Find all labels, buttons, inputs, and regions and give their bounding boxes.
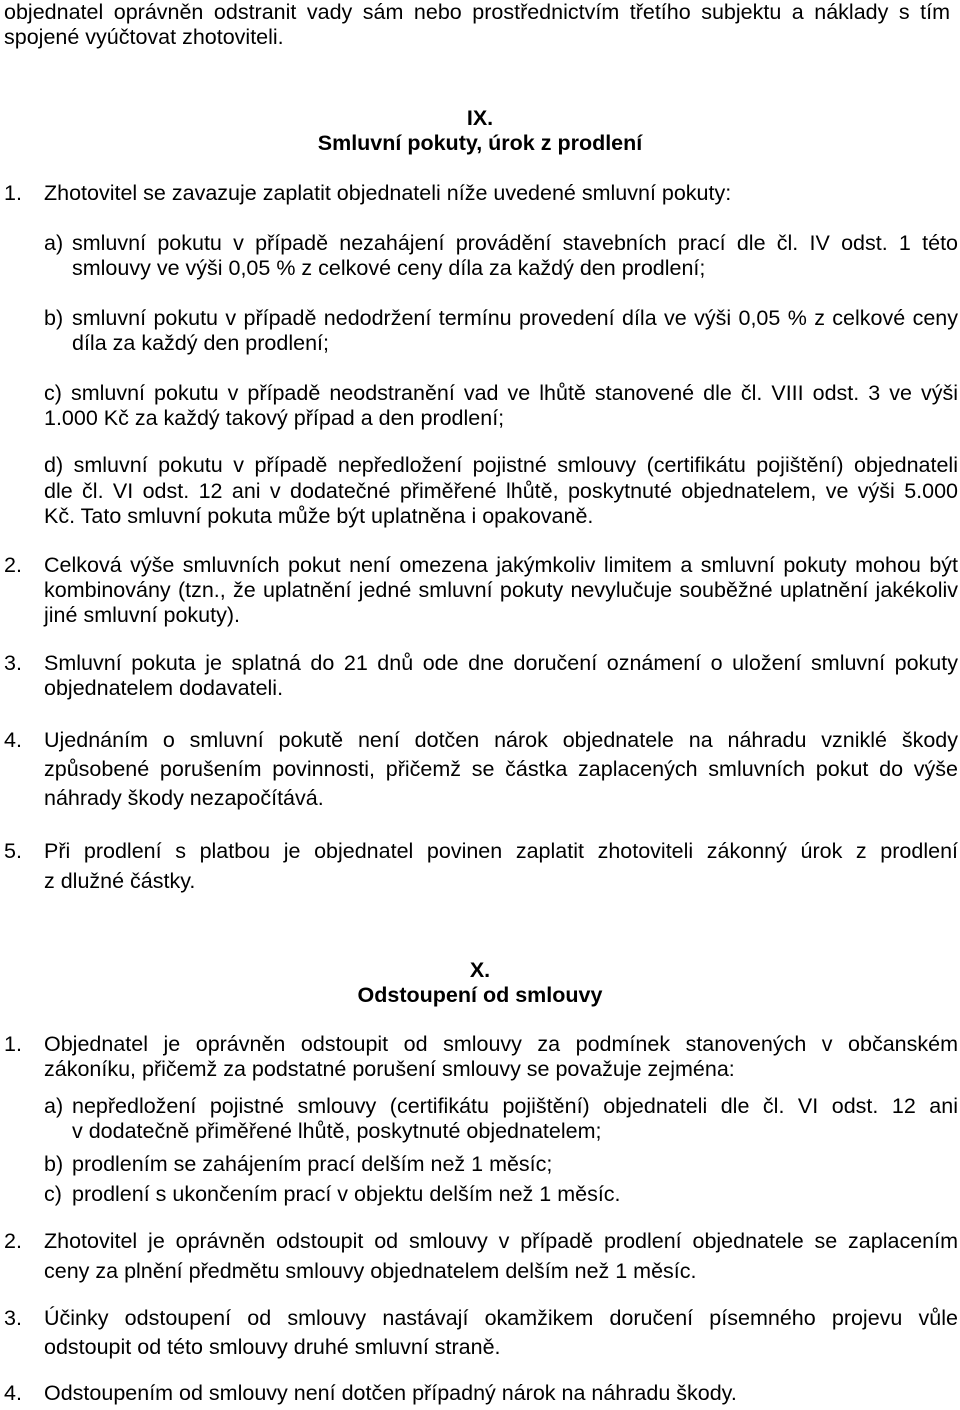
item-text-line: 1.000 Kč za každý takový případ a den prodlení; [44, 406, 505, 430]
clause-text-line: způsobené porušením povinnosti, přičemž se částka zaplacených smluvních pokut do výše [44, 757, 958, 781]
clause-number: 2. [4, 553, 22, 577]
clause-x-3 [4, 1304, 958, 1362]
clause-text-line: Zhotovitel je oprávněn odstoupit od smlouvy v případě prodlení objednatele se zaplacením [44, 1229, 958, 1253]
item-label: b) [44, 1152, 64, 1176]
item-text-line: Kč. Tato smluvní pokuta může být uplatněna i opakovaně. [44, 504, 594, 528]
item-text-line: smluvní pokutu v případě nezahájení provádění stavebních prací dle čl. IV odst. 1 této [72, 231, 958, 255]
item-label: c) [44, 1182, 62, 1206]
clause-ix-2 [4, 553, 958, 628]
item-text: smluvní pokutu v případě nepředložení pojistné smlouvy (certifikátu pojištění) objednateli [73, 453, 958, 477]
clause-ix-1-item-c [44, 381, 958, 431]
clause-text-line: kombinovány (tzn., že uplatnění jedné smluvní pokuty nevylučuje souběžné uplatnění jakékoliv [44, 578, 958, 602]
paragraph-line: spojené vyúčtovat zhotoviteli. [4, 25, 284, 49]
item-text-line: dle čl. VI odst. 12 ani v dodatečné přiměřené lhůtě, poskytnuté objednatelem, ve výši 5.000 [44, 478, 958, 503]
clause-text-line: Účinky odstoupení od smlouvy nastávají okamžikem doručení písemného projevu vůle [44, 1306, 958, 1330]
clause-number: 5. [4, 839, 22, 863]
clause-ix-1-item-a [44, 231, 958, 281]
item-first-line [44, 453, 958, 479]
clause-ix-5 [4, 836, 958, 896]
clause-number: 1. [4, 1032, 22, 1056]
item-label: b) [44, 306, 64, 330]
clause-text-line: objednatelem dodavateli. [44, 676, 284, 700]
section-title: Smluvní pokuty, úrok z prodlení [317, 131, 643, 155]
clause-number: 3. [4, 1306, 22, 1330]
section-title: Odstoupení od smlouvy [357, 983, 603, 1007]
clause-ix-1-item-d [44, 453, 958, 530]
item-text: smluvní pokutu v případě neodstranění vad ve lhůtě stanovené dle čl. VIII odst. 3 ve výši [70, 381, 958, 405]
clause-text-line: ceny za plnění předmětu smlouvy objednatelem delším než 1 měsíc. [44, 1259, 697, 1283]
clause-text-line: Celková výše smluvních pokut není omezena jakýmkoliv limitem a smluvní pokuty mohou být [44, 553, 958, 577]
section-heading-ix [0, 106, 960, 156]
clause-number: 4. [4, 1381, 22, 1405]
item-first-line [44, 381, 958, 406]
item-label: a) [44, 1094, 64, 1118]
clause-x-2 [4, 1226, 958, 1286]
clause-x-4 [4, 1381, 958, 1406]
item-text-line: smluvní pokutu v případě nedodržení termínu provedení díla ve výši 0,05 % z celkové ceny [72, 306, 958, 330]
clause-number: 3. [4, 651, 22, 675]
clause-text-line: Odstoupením od smlouvy není dotčen případný nárok na náhradu škody. [44, 1381, 737, 1405]
item-text-line: prodlení s ukončením prací v objektu delším než 1 měsíc. [72, 1182, 621, 1206]
clause-text-line: náhrady škody nezapočítává. [44, 786, 324, 810]
item-text-line: prodlením se zahájením prací delším než 1 měsíc; [72, 1152, 553, 1176]
item-text-line: v dodatečně přiměřené lhůtě, poskytnuté objednatelem; [72, 1119, 602, 1143]
clause-text-line: Při prodlení s platbou je objednatel povinen zaplatit zhotoviteli zákonný úrok z prodlení [44, 839, 958, 863]
clause-ix-4 [4, 726, 958, 813]
clause-text-line: Objednatel je oprávněn odstoupit od smlouvy za podmínek stanovených v občanském [44, 1032, 958, 1056]
clause-text-line: odstoupit od této smlouvy druhé smluvní straně. [44, 1335, 501, 1359]
clause-number: 4. [4, 728, 22, 752]
section-heading-x [0, 958, 960, 1008]
section-number: X. [469, 958, 491, 982]
item-label: a) [44, 231, 64, 255]
clause-number: 2. [4, 1229, 22, 1253]
clause-x-1-item-c [44, 1182, 958, 1207]
clause-ix-1-item-b [44, 306, 958, 356]
item-text-line: smlouvy ve výši 0,05 % z celkové ceny díla za každý den prodlení; [72, 256, 706, 280]
clause-text-line: Ujednáním o smluvní pokutě není dotčen nárok objednatele na náhradu vzniklé škody [44, 728, 958, 752]
clause-ix-3 [4, 651, 958, 701]
section-number: IX. [466, 106, 494, 130]
paragraph-line: objednatel oprávněn odstranit vady sám nebo prostřednictvím třetího subjektu a náklady s tím [4, 0, 950, 24]
clause-x-1 [4, 1032, 958, 1082]
clause-x-1-item-b [44, 1152, 958, 1177]
clause-x-1-item-a [44, 1094, 958, 1144]
continued-paragraph [4, 0, 950, 50]
item-text-line: nepředložení pojistné smlouvy (certifikátu pojištění) objednateli dle čl. VI odst. 12 ani [72, 1094, 958, 1118]
item-label: d) [44, 453, 64, 477]
item-text-line: díla za každý den prodlení; [72, 331, 329, 355]
clause-text-line: zákoníku, přičemž za podstatné porušení smlouvy se považuje zejména: [44, 1057, 735, 1081]
clause-text-line: z dlužné částky. [44, 869, 196, 893]
clause-ix-1 [4, 181, 958, 206]
clause-text-line: jiné smluvní pokuty). [44, 603, 240, 627]
clause-number: 1. [4, 181, 22, 205]
item-label: c) [44, 381, 62, 405]
clause-text-line: Smluvní pokuta je splatná do 21 dnů ode dne doručení oznámení o uložení smluvní pokuty [44, 651, 958, 675]
clause-text-line: Zhotovitel se zavazuje zaplatit objednateli níže uvedené smluvní pokuty: [44, 181, 732, 205]
